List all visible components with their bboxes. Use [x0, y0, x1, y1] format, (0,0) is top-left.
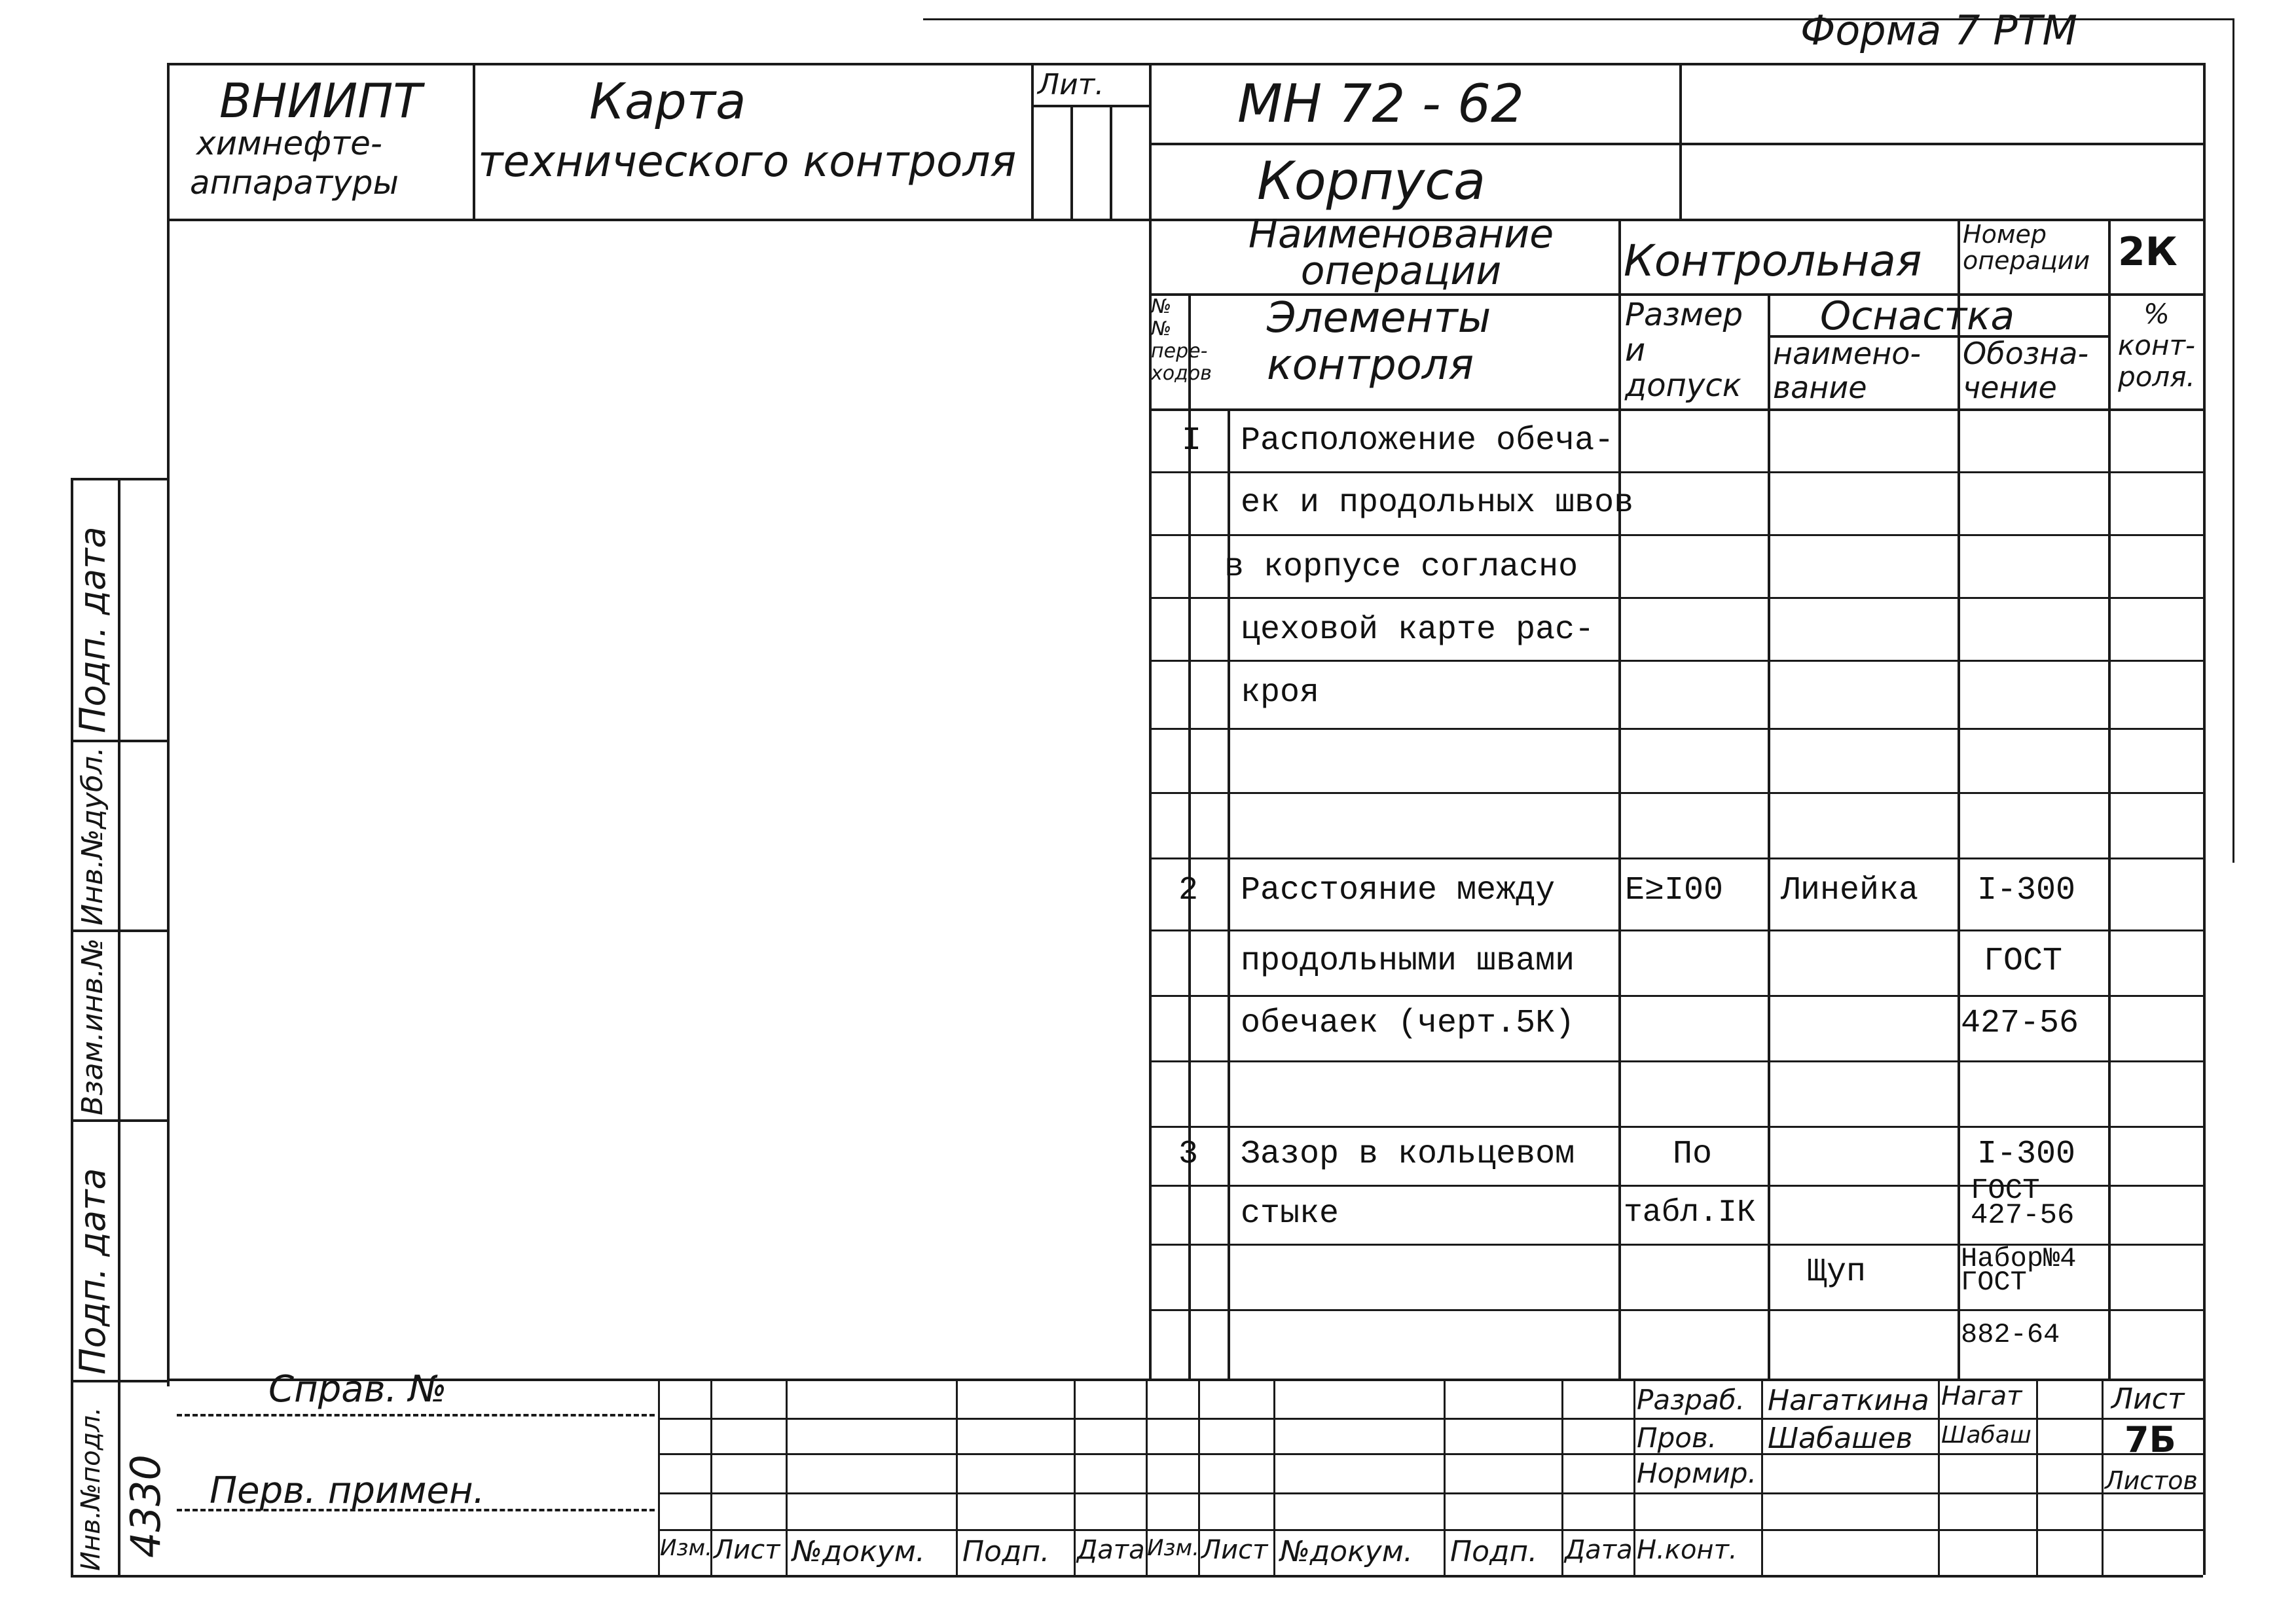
doc-code: МН 72 - 62: [1237, 73, 1524, 134]
normir-label: Нормир.: [1637, 1457, 1757, 1489]
org-subline-2: аппаратуры: [190, 164, 399, 202]
lit-label: Лит.: [1038, 68, 1104, 101]
sprav-dash: [177, 1414, 655, 1416]
nkont-label: Н.конт.: [1637, 1535, 1738, 1565]
code-cell: ГОСТ 427-56: [1971, 1174, 2075, 1232]
element-cell: кроя: [1241, 674, 1320, 712]
code-cell: I-300: [1977, 1136, 2076, 1173]
header-percent: [2112, 298, 2201, 393]
size-cell: E≥I00: [1625, 872, 1724, 909]
header-percent-text: % конт- роля.: [2117, 298, 2196, 393]
element-cell: Зазор в кольцевом: [1241, 1136, 1575, 1173]
sheet-label: Лист: [2111, 1382, 2185, 1416]
perv-label: Перв. примен.: [210, 1470, 485, 1512]
step-cell: 3: [1178, 1136, 1199, 1173]
sprav-label: Справ. №: [268, 1368, 447, 1411]
prov-signature: Шабаш: [1941, 1422, 2032, 1449]
list-col-label: Лист: [714, 1535, 780, 1565]
list-col-label-2: Лист: [1201, 1535, 1268, 1565]
header-step-no: [1151, 295, 1212, 385]
izm-label-2: Изм.: [1147, 1535, 1199, 1561]
stamp-cell-1: Подп. дата: [72, 526, 113, 733]
doc-title-line-1: Карта: [589, 72, 746, 130]
stamp-cell-5: Инв.№подл.: [76, 1407, 106, 1571]
element-cell: обечаек (черт.5К): [1241, 1005, 1575, 1042]
code-cell: ГОСТ: [1984, 943, 2063, 980]
prov-label: Пров.: [1637, 1422, 1717, 1454]
org-subline-1: химнефте-: [196, 124, 382, 162]
tool-cell: Линейка: [1781, 872, 1919, 909]
top-stray-line: [923, 18, 2232, 20]
step-cell: I: [1182, 422, 1202, 460]
stamp-cell-3: Взам.инв.№: [76, 938, 109, 1115]
form-label: Форма 7 РТМ: [1800, 7, 2078, 54]
element-cell: ек и продольных швов: [1241, 484, 1634, 522]
header-size: [1625, 297, 1762, 403]
operation-number-label: [1963, 221, 2107, 274]
header-elements-text: Элементы контроля: [1267, 294, 1491, 389]
doc-col-label: №докум.: [792, 1535, 925, 1568]
element-cell: цеховой карте рас-: [1241, 611, 1595, 649]
izm-label: Изм.: [660, 1535, 712, 1561]
header-tool-name: [1773, 336, 1956, 405]
part-name: Корпуса: [1257, 151, 1486, 211]
header-tool-code-text: Обозна- чение: [1963, 336, 2089, 405]
element-cell: Расстояние между: [1241, 872, 1556, 909]
operation-number-value: 2К: [2118, 229, 2178, 275]
doc-title-line-2: технического контроля: [478, 136, 1017, 187]
date-col-label-2: Дата: [1565, 1535, 1633, 1565]
sign-col-label: Подп.: [962, 1535, 1050, 1568]
code-cell: I-300: [1977, 872, 2076, 909]
right-stray-line: [2232, 18, 2234, 863]
element-cell: Расположение обеча-: [1241, 422, 1614, 460]
header-tool-code: [1963, 336, 2107, 405]
stamp-cell-2: Инв.№дубл.: [76, 746, 109, 926]
code-cell: 427-56: [1961, 1005, 2079, 1042]
code-cell: 882-64: [1961, 1319, 2060, 1350]
sheet-number: 7Б: [2124, 1419, 2176, 1460]
element-cell: продольными швами: [1241, 943, 1575, 980]
size-cell: По: [1673, 1136, 1713, 1173]
razrab-label: Разраб.: [1637, 1384, 1745, 1416]
header-elements: [1267, 295, 1594, 389]
org-name: ВНИИПТ: [219, 73, 422, 128]
code-cell: Набор№4 ГОСТ: [1961, 1243, 2077, 1298]
size-cell: табл.IК: [1624, 1195, 1756, 1231]
element-cell: стыке: [1241, 1195, 1339, 1233]
prov-name: Шабашев: [1768, 1422, 1913, 1455]
element-cell: в корпусе согласно: [1224, 549, 1578, 586]
doc-col-label-2: №докум.: [1280, 1535, 1413, 1568]
header-tool-name-text: наимено- вание: [1773, 336, 1921, 405]
step-cell: 2: [1178, 872, 1199, 909]
operation-name-value: Контрольная: [1624, 236, 1922, 286]
razrab-signature: Нагат: [1941, 1381, 2022, 1411]
stamp-cell-4: Подп. дата: [72, 1168, 113, 1375]
perv-dash: [177, 1509, 655, 1511]
header-step-no-text: №№ пере- ходов: [1151, 295, 1212, 385]
operation-number-label-text: Номер операции: [1963, 220, 2090, 275]
header-tooling: Оснастка: [1820, 293, 2015, 339]
operation-name-label: [1218, 211, 1584, 294]
date-col-label: Дата: [1077, 1535, 1145, 1565]
header-size-text: Размер и допуск: [1625, 297, 1743, 404]
razrab-name: Нагаткина: [1768, 1384, 1929, 1417]
tool-cell: Щуп: [1807, 1254, 1867, 1291]
operation-name-label-text: Наименование операции: [1248, 211, 1554, 294]
sign-col-label-2: Подп.: [1450, 1535, 1538, 1568]
sheets-label: Листов: [2105, 1466, 2198, 1495]
stamp-inv-number: 4330: [122, 1454, 170, 1558]
